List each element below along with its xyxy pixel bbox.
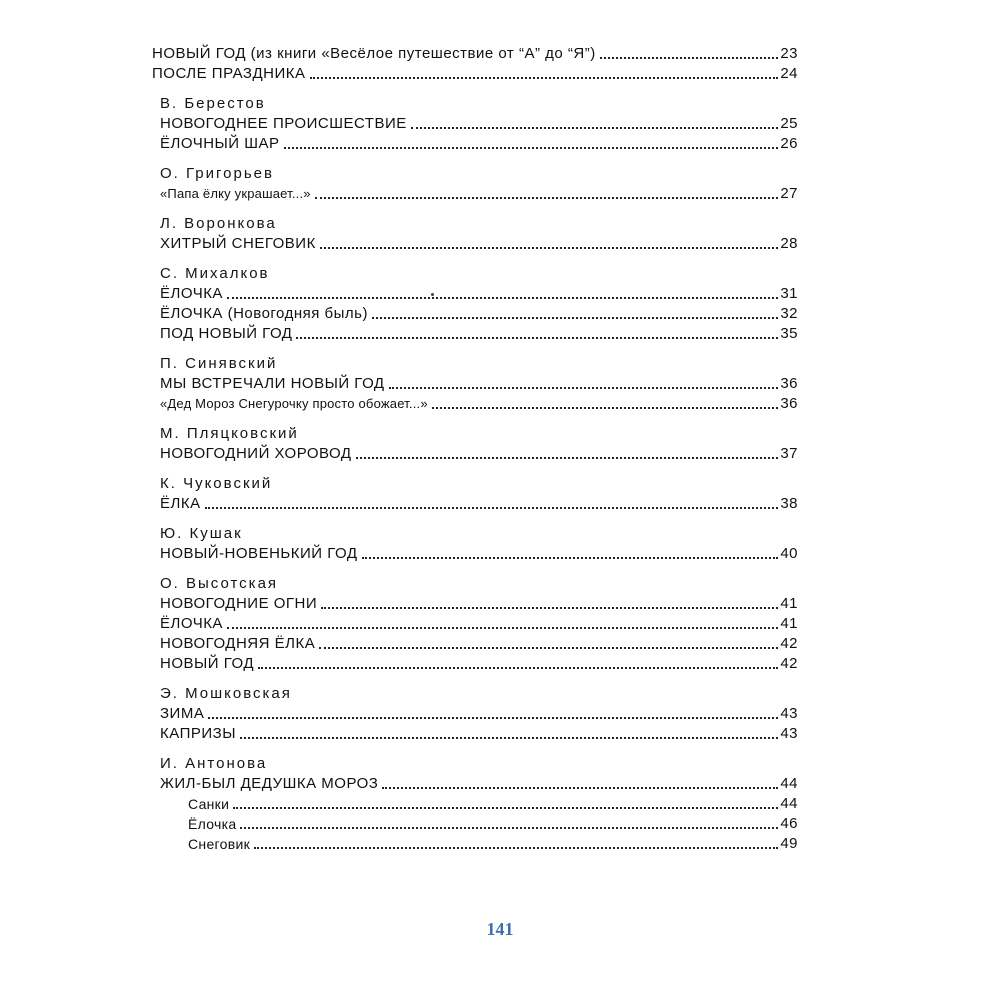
entry-title: ЗИМА <box>160 705 205 722</box>
toc-entry[interactable] <box>152 394 798 414</box>
dot-leader <box>315 197 779 199</box>
toc-entry[interactable] <box>152 44 798 64</box>
dot-leader <box>205 507 779 509</box>
entry-title: ЁЛКА <box>160 495 201 512</box>
entry-page-number: 40 <box>780 545 798 562</box>
dot-leader <box>284 147 779 149</box>
toc-entry[interactable] <box>152 284 798 304</box>
entry-page-number: 41 <box>780 615 798 632</box>
entry-page-number: 37 <box>780 445 798 462</box>
author-name: С. Михалков <box>160 265 270 282</box>
dot-leader <box>254 847 778 849</box>
dot-leader <box>362 557 779 559</box>
author-name: Ю. Кушак <box>160 525 243 542</box>
entry-page-number: 38 <box>780 495 798 512</box>
entry-page-number: 42 <box>780 635 798 652</box>
entry-title: Санки <box>188 796 230 812</box>
toc-entry[interactable] <box>152 614 798 634</box>
toc-entry[interactable] <box>152 374 798 394</box>
print-speck <box>431 293 434 296</box>
author-name: М. Пляцковский <box>160 425 299 442</box>
toc-entry[interactable] <box>152 444 798 464</box>
toc-entry[interactable] <box>152 324 798 344</box>
dot-leader <box>227 297 778 299</box>
toc-entry[interactable] <box>152 704 798 724</box>
dot-leader <box>320 247 778 249</box>
dot-leader <box>310 77 779 79</box>
entry-page-number: 44 <box>780 795 798 812</box>
dot-leader <box>411 127 779 129</box>
entry-title: НОВЫЙ ГОД <box>160 655 255 672</box>
toc-entry[interactable] <box>152 724 798 744</box>
toc-section <box>152 264 798 344</box>
toc-section <box>152 754 798 854</box>
entry-title: «Папа ёлку украшает...» <box>160 186 311 201</box>
entry-title: НОВОГОДНЯЯ ЁЛКА <box>160 635 316 652</box>
toc-entry[interactable] <box>152 64 798 84</box>
toc-entry[interactable] <box>152 774 798 794</box>
dot-leader <box>382 787 778 789</box>
entry-title: ЁЛОЧКА <box>160 285 223 302</box>
dot-leader <box>208 717 778 719</box>
entry-title: НОВОГОДНИЕ ОГНИ <box>160 595 318 612</box>
entry-title: ХИТРЫЙ СНЕГОВИК <box>160 235 316 252</box>
toc-section <box>152 214 798 254</box>
entry-title: НОВОГОДНИЙ ХОРОВОД <box>160 445 352 462</box>
toc-entry[interactable] <box>152 814 798 834</box>
dot-leader <box>240 827 778 829</box>
entry-page-number: 41 <box>780 595 798 612</box>
entry-page-number: 31 <box>780 285 798 302</box>
dot-leader <box>296 337 778 339</box>
entry-title: ЁЛОЧКА (Новогодняя быль) <box>160 305 368 322</box>
dot-leader <box>600 57 779 59</box>
entry-page-number: 28 <box>780 235 798 252</box>
page-number: 141 <box>486 919 514 939</box>
author-name: П. Синявский <box>160 355 278 372</box>
toc-entry[interactable] <box>152 304 798 324</box>
toc-entry[interactable] <box>152 594 798 614</box>
entry-page-number: 46 <box>780 815 798 832</box>
entry-page-number: 32 <box>780 305 798 322</box>
toc-entry[interactable] <box>152 234 798 254</box>
toc-section <box>152 684 798 744</box>
entry-page-number: 24 <box>780 65 798 82</box>
table-of-contents <box>152 44 798 864</box>
toc-entry[interactable] <box>152 634 798 654</box>
toc-entry[interactable] <box>152 794 798 814</box>
author-name: К. Чуковский <box>160 475 273 492</box>
entry-page-number: 49 <box>780 835 798 852</box>
dot-leader <box>258 667 778 669</box>
toc-entry[interactable] <box>152 134 798 154</box>
toc-section <box>152 94 798 154</box>
dot-leader <box>356 457 779 459</box>
author-name: В. Берестов <box>160 95 266 112</box>
dot-leader <box>240 737 778 739</box>
entry-title: Снеговик <box>188 836 250 852</box>
toc-entry[interactable] <box>152 494 798 514</box>
dot-leader <box>372 317 778 319</box>
entry-page-number: 42 <box>780 655 798 672</box>
dot-leader <box>321 607 778 609</box>
entry-page-number: 44 <box>780 775 798 792</box>
entry-title: ЁЛОЧКА <box>160 615 223 632</box>
author-name: О. Григорьев <box>160 165 274 182</box>
entry-title: ПОД НОВЫЙ ГОД <box>160 325 293 342</box>
entry-title: КАПРИЗЫ <box>160 725 236 742</box>
toc-section <box>152 474 798 514</box>
entry-title: ЁЛОЧНЫЙ ШАР <box>160 135 280 152</box>
toc-entry[interactable] <box>152 544 798 564</box>
toc-entry[interactable] <box>152 184 798 204</box>
entry-page-number: 36 <box>780 375 798 392</box>
entry-page-number: 25 <box>780 115 798 132</box>
entry-page-number: 36 <box>780 395 798 412</box>
author-name: Л. Воронкова <box>160 215 277 232</box>
entry-page-number: 27 <box>780 185 798 202</box>
toc-section <box>152 44 798 84</box>
entry-title: ПОСЛЕ ПРАЗДНИКА <box>152 65 306 82</box>
author-name: И. Антонова <box>160 755 268 772</box>
toc-section <box>152 574 798 674</box>
toc-section <box>152 164 798 204</box>
entry-title: Ёлочка <box>188 816 237 832</box>
entry-page-number: 26 <box>780 135 798 152</box>
entry-page-number: 43 <box>780 725 798 742</box>
toc-entry[interactable] <box>152 654 798 674</box>
dot-leader <box>432 407 779 409</box>
entry-title: ЖИЛ-БЫЛ ДЕДУШКА МОРОЗ <box>160 775 379 792</box>
toc-section <box>152 424 798 464</box>
toc-entry[interactable] <box>152 834 798 854</box>
dot-leader <box>233 807 778 809</box>
entry-title: «Дед Мороз Снегурочку просто обожает...» <box>160 396 428 411</box>
dot-leader <box>227 627 778 629</box>
entry-page-number: 43 <box>780 705 798 722</box>
toc-entry[interactable] <box>152 114 798 134</box>
dot-leader <box>319 647 778 649</box>
author-name: Э. Мошковская <box>160 685 292 702</box>
entry-title: МЫ ВСТРЕЧАЛИ НОВЫЙ ГОД <box>160 375 385 392</box>
entry-page-number: 35 <box>780 325 798 342</box>
dot-leader <box>389 387 779 389</box>
toc-section <box>152 354 798 414</box>
entry-title: НОВЫЙ-НОВЕНЬКИЙ ГОД <box>160 545 358 562</box>
toc-section <box>152 524 798 564</box>
entry-page-number: 23 <box>780 45 798 62</box>
entry-title: НОВЫЙ ГОД (из книги «Весёлое путешествие от “А” до “Я”) <box>152 45 596 62</box>
entry-title: НОВОГОДНЕЕ ПРОИСШЕСТВИЕ <box>160 115 407 132</box>
author-name: О. Высотская <box>160 575 279 592</box>
